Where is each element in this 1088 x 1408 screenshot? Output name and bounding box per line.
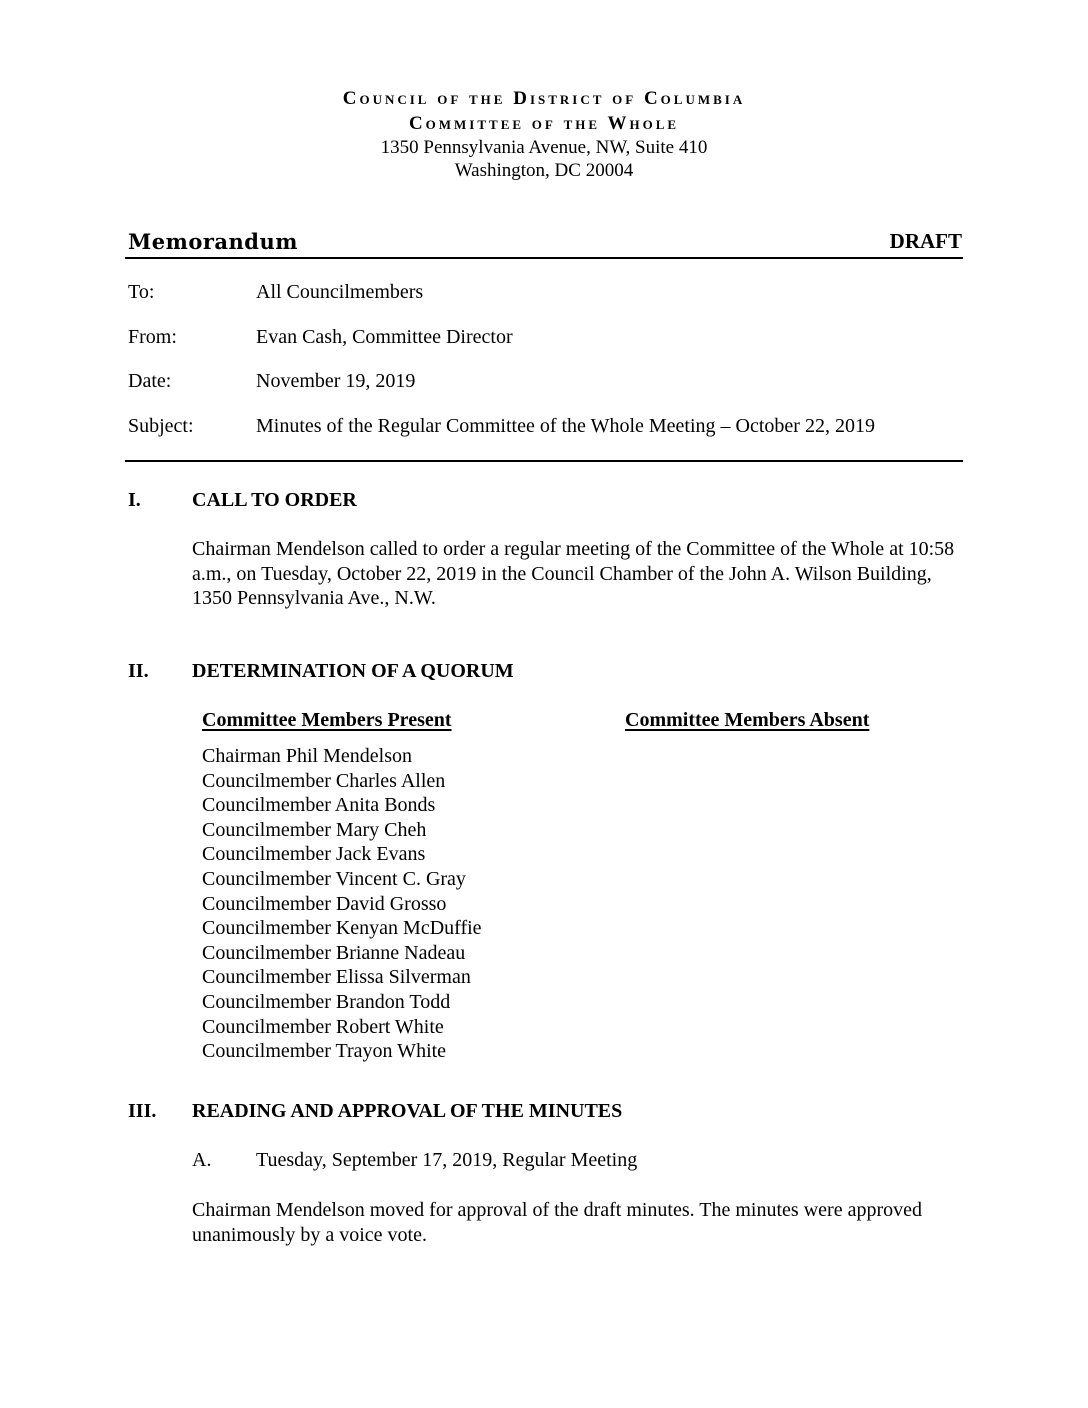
member-item: Councilmember Charles Allen	[202, 769, 446, 792]
section-3-item-text: Tuesday, September 17, 2019, Regular Meeting	[256, 1149, 638, 1171]
member-item: Councilmember Vincent C. Gray	[202, 867, 466, 890]
section-3-item-letter: A.	[192, 1149, 212, 1171]
from-label: From:	[128, 326, 177, 348]
section-3-title: READING AND APPROVAL OF THE MINUTES	[192, 1100, 623, 1122]
date-value: November 19, 2019	[256, 370, 416, 392]
member-item: Chairman Phil Mendelson	[202, 745, 412, 767]
to-label: To:	[128, 281, 155, 303]
letterhead-committee-name: Committee of the Whole	[408, 113, 680, 134]
member-item: Councilmember Jack Evans	[202, 843, 426, 866]
subject-value: Minutes of the Regular Committee of the Whole Meeting – October 22, 2019	[256, 415, 875, 437]
letterhead-city: Washington, DC 20004	[454, 160, 634, 181]
subject-label: Subject:	[128, 415, 194, 437]
section-1-paragraph: Chairman Mendelson called to order a regular meeting of the Committee of the Whole at 10:58 a.m., on Tuesday, October 22, 2019 in the Council Chamber of the John A. Wilson Building, 1350 Pennsylvania Ave., N.W.	[192, 538, 955, 609]
members-absent-heading: Committee Members Absent	[625, 709, 870, 731]
section-2-title: DETERMINATION OF A QUORUM	[192, 660, 514, 682]
member-item: Councilmember Trayon White	[202, 1040, 447, 1063]
to-value: All Councilmembers	[256, 281, 424, 303]
section-3-number: III.	[128, 1100, 157, 1122]
date-label: Date:	[128, 370, 172, 392]
member-item: Councilmember Elissa Silverman	[202, 966, 471, 989]
member-item: Councilmember Anita Bonds	[202, 794, 436, 817]
member-item: Councilmember Robert White	[202, 1015, 444, 1038]
member-item: Councilmember Brandon Todd	[202, 990, 451, 1013]
members-present-list	[202, 744, 482, 1064]
header-rule-top	[125, 257, 963, 259]
memo-title: Memorandum	[128, 229, 298, 254]
member-item: Councilmember Mary Cheh	[202, 818, 427, 841]
letterhead-council-name: Council of the District of Columbia	[342, 88, 746, 109]
members-present-heading: Committee Members Present	[202, 709, 452, 731]
section-1-title: CALL TO ORDER	[192, 489, 357, 511]
member-item: Councilmember Kenyan McDuffie	[202, 917, 482, 940]
member-item: Councilmember David Grosso	[202, 892, 447, 915]
header-rule-bottom	[125, 460, 963, 462]
member-item: Councilmember Brianne Nadeau	[202, 941, 466, 964]
section-2-number: II.	[128, 660, 149, 682]
section-3-paragraph: Chairman Mendelson moved for approval of the draft minutes. The minutes were approved unanimously by a voice vote.	[192, 1199, 922, 1246]
letterhead-address: 1350 Pennsylvania Avenue, NW, Suite 410	[380, 137, 708, 158]
from-value: Evan Cash, Committee Director	[256, 326, 513, 348]
draft-label: DRAFT	[889, 229, 962, 253]
section-1-number: I.	[128, 489, 141, 511]
